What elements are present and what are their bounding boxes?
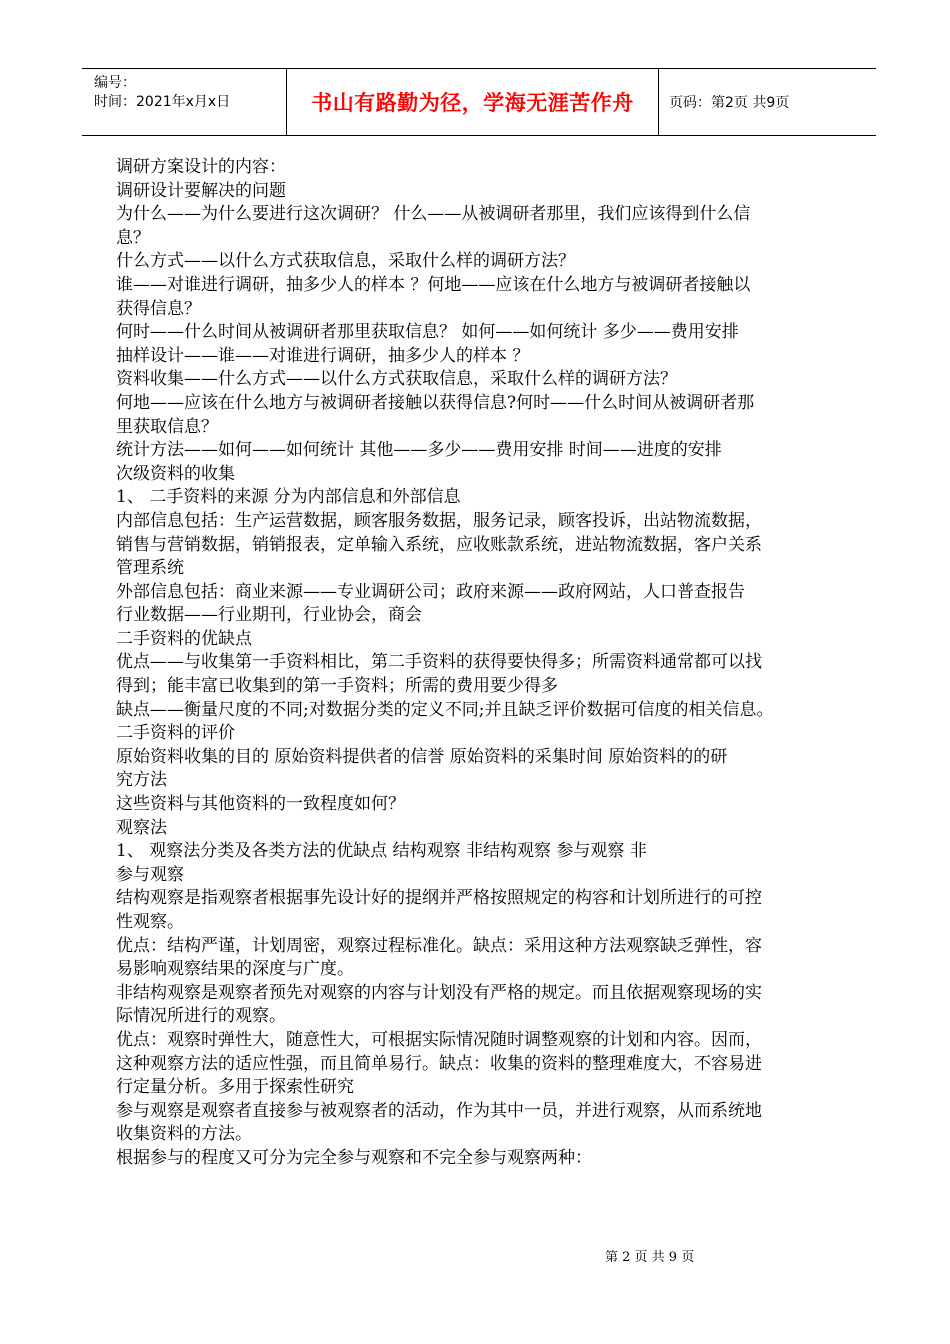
text-line: 什么方式——以什么方式获取信息，采取什么样的调研方法？	[116, 251, 575, 272]
text-line: 二手资料的评价	[116, 723, 235, 744]
text-line: 抽样设计——谁——对谁进行调研，抽多少人的样本 ？	[116, 345, 530, 366]
text-line: 统计方法——如何——如何统计 其他——多少——费用安排 时间——进度的安排	[116, 440, 722, 461]
header-bianhao: 编号：	[94, 75, 136, 91]
text-line: 优点——与收集第一手资料相比，第二手资料的获得要快得多；所需资料通常都可以找	[116, 652, 762, 673]
text-line: 内部信息包括：生产运营数据，顾客服务数据，服务记录，顾客投诉，出站物流数据，	[116, 510, 762, 531]
text-line: 非结构观察是观察者预先对观察的内容与计划没有严格的规定。而且依据观察现场的实	[116, 982, 762, 1003]
header-meta	[82, 69, 287, 135]
text-line: 际情况所进行的观察。	[116, 1006, 286, 1027]
text-line: 根据参与的程度又可分为完全参与观察和不完全参与观察两种：	[116, 1147, 592, 1168]
text-line: 结构观察是指观察者根据事先设计好的提纲并严格按照规定的构容和计划所进行的可控	[116, 888, 762, 909]
text-line: 行业数据——行业期刊，行业协会，商会	[116, 605, 422, 626]
text-line: 这种观察方法的适应性强，而且简单易行。缺点：收集的资料的整理难度大，不容易进	[116, 1053, 762, 1074]
text-line: 二手资料的优缺点	[116, 628, 252, 649]
text-line: 为什么——为什么要进行这次调研？ 什么——从被调研者那里，我们应该得到什么信	[116, 204, 751, 225]
text-line: 里获取信息？	[116, 416, 218, 437]
text-line: 管理系统	[116, 558, 184, 579]
header-page-number: 页码：第2页 共9页	[669, 95, 790, 111]
text-line: 销售与营销数据，销销报表，定单输入系统，应收账款系统，进站物流数据，客户关系	[116, 534, 762, 555]
document-body	[116, 156, 854, 1171]
text-line: 优点：观察时弹性大，随意性大，可根据实际情况随时调整观察的计划和内容。因而，	[116, 1029, 762, 1050]
text-line: 得到；能丰富已收集到的第一手资料；所需的费用要少得多	[116, 676, 558, 697]
header-motto: 书山有路勤为径，学海无涯苦作舟	[287, 69, 659, 135]
header-time: 时间：2021年x月x日	[94, 94, 231, 110]
text-line: 易影响观察结果的深度与广度。	[116, 959, 354, 980]
text-line: 行定量分析。多用于探索性研究	[116, 1077, 354, 1098]
document-header	[82, 68, 876, 136]
text-line: 外部信息包括：商业来源——专业调研公司；政府来源——政府网站，人口普查报告	[116, 581, 745, 602]
text-line: 缺点——衡量尺度的不同;对数据分类的定义不同;并且缺乏评价数据可信度的相关信息。	[116, 699, 774, 720]
text-line: 参与观察是观察者直接参与被观察者的活动，作为其中一员，并进行观察，从而系统地	[116, 1100, 762, 1121]
text-line: 调研方案设计的内容：	[116, 157, 286, 177]
text-line: 调研设计要解决的问题	[116, 180, 286, 201]
text-line: 1、 观察法分类及各类方法的优缺点 结构观察 非结构观察 参与观察 非	[116, 841, 647, 862]
text-line: 观察法	[116, 817, 167, 838]
text-line: 谁——对谁进行调研，抽多少人的样本 ？何地——应该在什么地方与被调研者接触以	[116, 274, 751, 295]
text-line: 1、 二手资料的来源 分为内部信息和外部信息	[116, 487, 461, 508]
text-line: 资料收集——什么方式——以什么方式获取信息，采取什么样的调研方法？	[116, 369, 677, 390]
text-line: 获得信息？	[116, 298, 201, 319]
text-line: 性观察。	[116, 912, 184, 932]
text-line: 何地——应该在什么地方与被调研者接触以获得信息?何时——什么时间从被调研者那	[116, 392, 755, 413]
text-line: 何时——什么时间从被调研者那里获取信息？ 如何——如何统计 多少——费用安排	[116, 322, 739, 343]
text-line: 优点：结构严谨，计划周密，观察过程标准化。缺点：采用这种方法观察缺乏弹性，容	[116, 935, 762, 956]
text-line: 这些资料与其他资料的一致程度如何？	[116, 794, 405, 815]
text-line: 息？	[116, 227, 150, 248]
text-line: 原始资料收集的目的 原始资料提供者的信誉 原始资料的采集时间 原始资料的的研	[116, 746, 728, 767]
text-line: 收集资料的方法。	[116, 1124, 252, 1145]
text-line: 次级资料的收集	[116, 463, 235, 484]
text-line: 参与观察	[116, 864, 184, 885]
page-footer: 第 2 页 共 9 页	[605, 1250, 695, 1265]
text-line: 究方法	[116, 770, 167, 791]
